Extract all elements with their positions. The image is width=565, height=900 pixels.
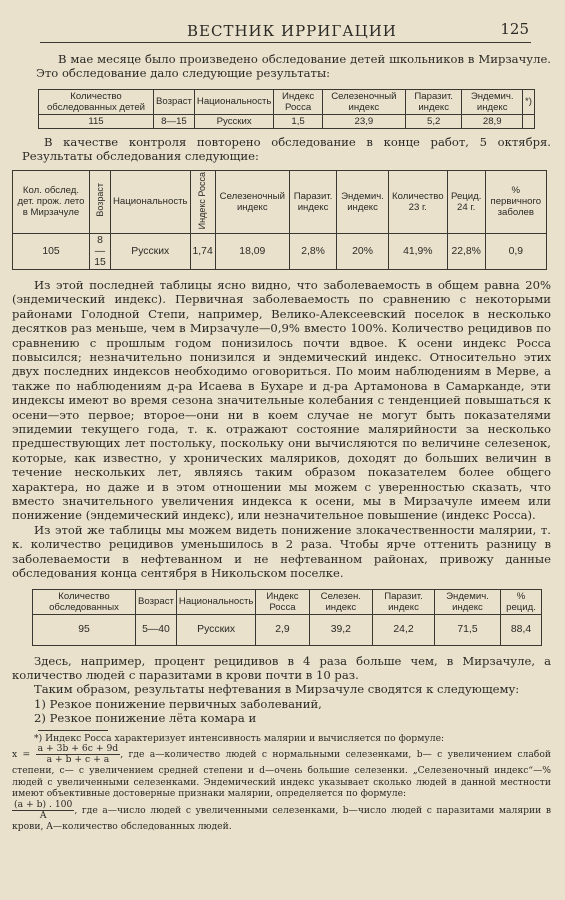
table-header-cell: Количество обследованных (33, 589, 136, 614)
table-header-cell: Паразит. индекс (373, 589, 435, 614)
table-cell: 71,5 (434, 614, 500, 645)
table-header-cell: Эндемич. индекс (337, 170, 389, 233)
table-row (13, 233, 547, 269)
paragraph-may-survey: В мае месяце было произведено обследование детей школьников в Мирзачуле. Это обследование дало следующие результаты: (36, 52, 551, 81)
table-cell: 95 (33, 614, 136, 645)
table-header-cell (190, 170, 215, 233)
table-header-cell: Эндемич. индекс (462, 89, 523, 114)
table-cell: 28,9 (462, 114, 523, 128)
table-cell: 1,74 (190, 233, 215, 269)
table-header-cell: Возраст (154, 89, 195, 114)
formula-numerator: (a + b) . 100 (14, 798, 73, 810)
table-cell (523, 114, 535, 128)
table-cell: 23,9 (322, 114, 405, 128)
table-header-cell: Паразит. индекс (405, 89, 461, 114)
footnote-definitions: , где a—количество людей с нормальными селезенками, b— с увеличением слабой степени, c— с увеличением средней степени и d—очень большие селезенки. „Селезеночный индекс“—% людей с увеличенными селезенками. Эндемический индекс указывает сколько людей в данной местности имеют объективные достоверные признаки малярии, определяется по формуле: (12, 749, 551, 800)
table-cell: 8—15 (90, 233, 111, 269)
table-row (39, 114, 535, 128)
table-row (33, 614, 542, 645)
table-cell: 1,5 (274, 114, 322, 128)
table-cell: Русских (194, 114, 274, 128)
table-header-cell: *) (523, 89, 535, 114)
table-cell: 105 (13, 233, 90, 269)
table-header-row (33, 589, 542, 614)
table-may-survey (38, 89, 535, 129)
journal-title: ВЕСТНИК ИРРИГАЦИИ (187, 22, 397, 40)
paragraph-comparison: Здесь, например, процент рецидивов в 4 раза больше чем, в Мирзачуле, а количество людей с паразитами в крови почти в 10 раз. (12, 653, 551, 682)
table-cell: 88,4 (501, 614, 542, 645)
table-cell: 2,9 (256, 614, 309, 645)
ross-index-formula (36, 744, 121, 765)
table-header-cell: Количество обследованных детей (39, 89, 154, 114)
header-rule (40, 42, 531, 43)
table-cell: 18,09 (215, 233, 289, 269)
table-nikolsky-survey (32, 589, 542, 646)
vertical-header: Индекс Росса (197, 171, 208, 229)
table-cell: 5—40 (136, 614, 177, 645)
table-header-cell: Индекс Росса (274, 89, 322, 114)
table-header-cell: Возраст (136, 589, 177, 614)
table-header-cell: Индекс Росса (256, 589, 309, 614)
table-header-cell: Национальность (194, 89, 274, 114)
table-header-cell: Селезеночный индекс (322, 89, 405, 114)
table-header-cell: Рецид. 24 г. (447, 170, 485, 233)
table-header-cell: % рецид. (501, 589, 542, 614)
list-item: 2) Резкое понижение лёта комара и (34, 711, 257, 726)
table-header-cell: Количество 23 г. (388, 170, 447, 233)
footnote-rule (38, 730, 108, 731)
table-cell: 0,9 (485, 233, 546, 269)
table-header-cell: Селезеночный индекс (215, 170, 289, 233)
footnote-definitions-end: , где a—число людей с увеличенными селезенками, b—число людей с паразитами малярии в крови, A—количество обследованных людей. (12, 804, 551, 832)
table-cell: 2,8% (289, 233, 336, 269)
table-header-cell: Паразит. индекс (289, 170, 336, 233)
footnote-intro: *) Индекс Росса характеризует интенсивность малярии и вычисляется по формуле: (34, 732, 445, 744)
table-header-row (13, 170, 547, 233)
paragraph-relapse: Из этой же таблицы мы можем видеть понижение злокачественности малярии, т. к. количество рецидивов уменьшилось в 2 раза. Чтобы ярче оттенить разницу в заболеваемости в нефтеванном и не нефтеванном районах, привожу данные обследования конца сентября в Никольском поселке. (12, 522, 551, 581)
formula-prefix: x = (12, 749, 31, 761)
vertical-header: Возраст (94, 183, 105, 218)
table-header-cell: Национальность (111, 170, 191, 233)
paragraph-results-intro: Таким образом, результаты нефтевания в Мирзачуле сводятся к следующему: (34, 682, 520, 697)
table-cell: 22,8% (447, 233, 485, 269)
footnote (12, 733, 551, 833)
formula-numerator: a + 3b + 6c + 9d (37, 743, 119, 755)
table-cell: Русских (111, 233, 191, 269)
paragraph-october-control: В качестве контроля повторено обследование в конце работ, 5 октября. Результаты обследования следующие: (22, 134, 551, 164)
table-cell: 41,9% (388, 233, 447, 269)
paragraph-analysis: Из этой последней таблицы ясно видно, что заболеваемость в общем равна 20% (эндемический индекс). Первичная заболеваемость по сравнению с некоторыми районами Голодной Степи, например, Велико-Алексеевский поселок в несколько десятков раз меньше, чем в Мирзачуле—0,9% вместо 100%. Количество рецидивов по сравнению с прошлым годом понизилось почти вдвое. К осени индекс Росса повысился; незначительно понизился и эндемический индекс. Относительно этих двух последних индексов необходимо оговориться. По моим наблюдениям в Мерве, а также по наблюдениям д-ра Исаева в Бухаре и д-ра Артамонова в Самарканде, эти индексы имеют во время сезона значительные колебания с тенденцией повышаться к осени—это первое; второе—они ни в коем случае не могут быть показателями эпидемии текущего года, т. к. отражают состояние малярийности за несколько предшествующих лет постольку, поскольку они вычисляются по величине селезенок, которые, как известно, у хронических маляриков, доходят до больших величин в течение нескольких лет, являясь таким образом показателем более общего характера, но даже и в этом отношении мы можем с уверенностью сказать, что вместо значительного увеличения индекса к осени, мы в Мирзачуле имеем или понижение (эндемический индекс), или незначительное повышение (индекс Росса). (12, 277, 551, 523)
formula-denominator: a + b + c + a (46, 754, 110, 766)
endemic-index-formula (12, 800, 74, 821)
list-item: 1) Резкое понижение первичных заболеваний, (34, 696, 322, 711)
page-header (12, 0, 551, 40)
table-cell: 20% (337, 233, 389, 269)
table-header-cell: Кол. обслед. дет. прож. лето в Мирзачуле (13, 170, 90, 233)
table-cell: 8—15 (154, 114, 195, 128)
page-number: 125 (500, 20, 529, 38)
table-header-cell: Селезен. индекс (309, 589, 373, 614)
table-header-cell: Эндемич. индекс (434, 589, 500, 614)
table-header-cell: % первичного заболев (485, 170, 546, 233)
table-cell: 115 (39, 114, 154, 128)
table-cell: Русских (176, 614, 256, 645)
table-cell: 39,2 (309, 614, 373, 645)
table-header-cell: Национальность (176, 589, 256, 614)
table-header-cell (90, 170, 111, 233)
formula-denominator: A (39, 809, 47, 821)
table-header-row (39, 89, 535, 114)
table-october-survey (12, 170, 547, 270)
table-cell: 24,2 (373, 614, 435, 645)
table-cell: 5,2 (405, 114, 461, 128)
